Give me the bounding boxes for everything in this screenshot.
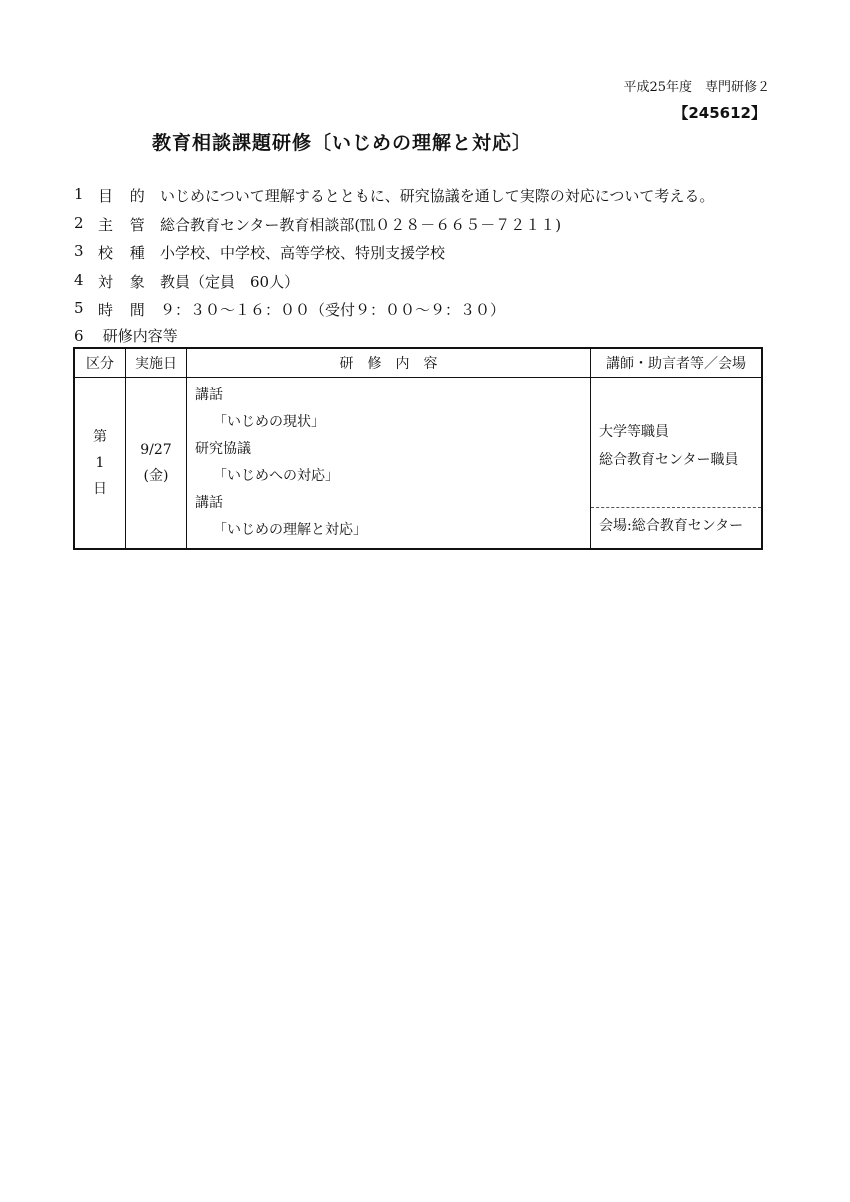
header-division: 区分 (74, 348, 126, 378)
instructor-text: 総合教育センター職員 (599, 452, 739, 468)
content-line: 「いじめへの対応」 (213, 468, 339, 484)
staff-cell (591, 378, 763, 550)
detail-item-school-type (74, 242, 714, 271)
item-key: 目 的 (98, 187, 151, 205)
item-key: 対 象 (98, 272, 151, 291)
section-training-content (74, 325, 178, 346)
weekday-text: (金) (143, 468, 169, 484)
content-line: 「いじめの現状」 (213, 414, 325, 430)
item-number: 1 (74, 185, 84, 203)
header-instructor-venue: 講師・助言者等／会場 (591, 348, 763, 378)
staff-wrap (591, 378, 761, 544)
day-text: 日 (93, 481, 107, 497)
section-label: 研修内容等 (102, 327, 178, 345)
venue-text: 会場:総合教育センター (591, 507, 761, 544)
detail-item-purpose (74, 185, 714, 214)
table-row (74, 378, 762, 550)
instructor-text: 大学等職員 (599, 424, 669, 440)
day-cell (74, 378, 126, 550)
page-title: 教育相談課題研修〔いじめの理解と対応〕 (152, 132, 533, 154)
table-header-row (74, 348, 762, 378)
item-number: 5 (74, 299, 84, 317)
course-code: 【245612】 (673, 104, 766, 122)
detail-item-organizer (74, 214, 714, 243)
header-content: 研 修 内 容 (187, 348, 591, 378)
header-label: 平成25年度 専門研修２ (623, 80, 770, 95)
instructor-list (591, 378, 761, 507)
date-cell (126, 378, 187, 550)
item-value: ９：３０～１６：００（受付９：００～９：３０） (160, 301, 506, 319)
content-line: 研究協議 (195, 441, 251, 457)
item-value: 総合教育センター教育相談部(℡０２８－６６５－７２１１) (160, 215, 562, 234)
item-key: 主 管 (98, 215, 151, 234)
detail-item-time (74, 299, 714, 328)
item-number: 3 (74, 242, 84, 260)
date-text: 9/27 (140, 442, 172, 458)
course-details (74, 185, 714, 328)
item-number: 2 (74, 213, 84, 232)
item-value: 小学校、中学校、高等学校、特別支援学校 (160, 244, 446, 262)
item-key: 時 間 (98, 301, 151, 319)
item-number: 4 (74, 270, 84, 289)
content-line: 講話 (195, 495, 223, 511)
item-key: 校 種 (98, 244, 151, 262)
header-date: 実施日 (126, 348, 187, 378)
item-number: 6 (74, 327, 84, 345)
content-cell (187, 378, 591, 550)
content-line: 「いじめの理解と対応」 (213, 522, 367, 538)
detail-item-target (74, 271, 714, 300)
schedule-table (73, 347, 763, 550)
day-text: 1 (95, 455, 105, 471)
day-text: 第 (93, 429, 107, 445)
item-value: いじめについて理解するとともに、研究協議を通して実際の対応について考える。 (160, 187, 715, 205)
item-value: 教員（定員 60人） (160, 272, 300, 291)
content-line: 講話 (195, 387, 223, 403)
